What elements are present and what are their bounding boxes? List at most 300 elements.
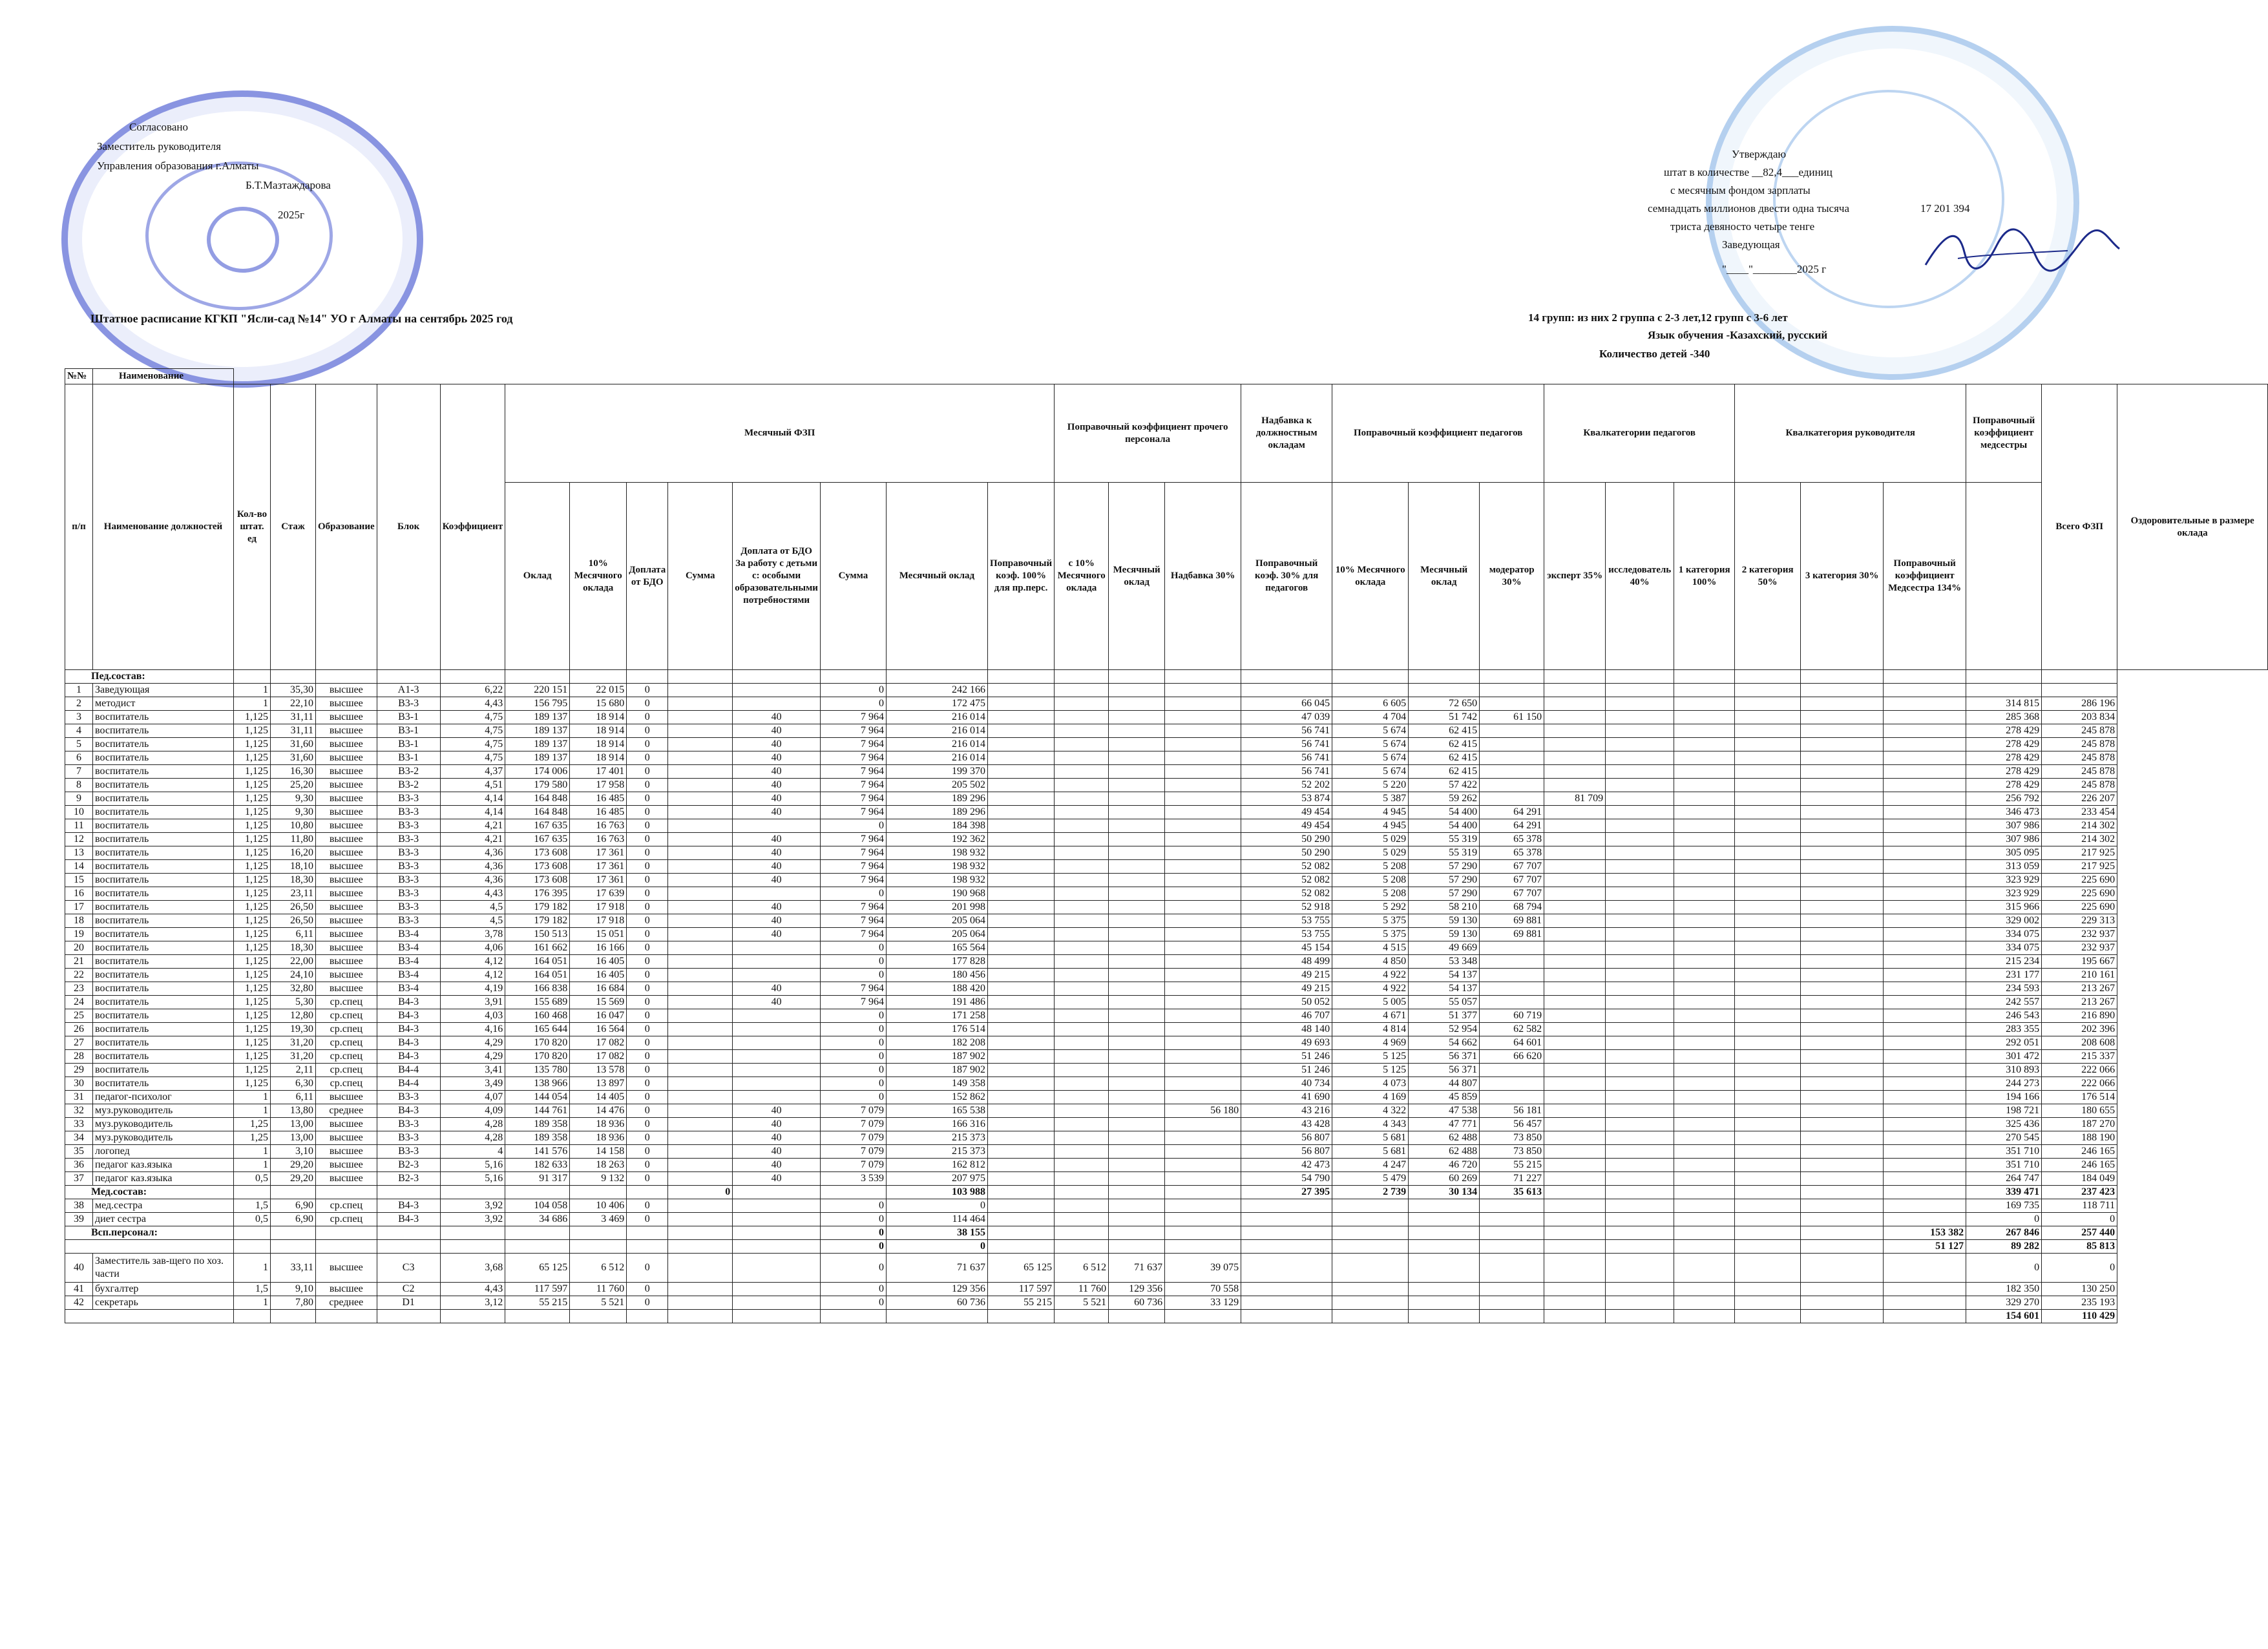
table-cell — [1165, 1213, 1241, 1226]
table-cell: 0 — [820, 1199, 886, 1213]
table-cell — [1165, 846, 1241, 860]
table-cell: 188 190 — [2042, 1131, 2117, 1145]
table-cell — [1801, 874, 1884, 887]
table-cell — [1884, 711, 1966, 724]
table-cell — [987, 1036, 1054, 1050]
table-cell: 314 815 — [1966, 697, 2042, 711]
table-cell: 31,60 — [271, 751, 316, 765]
table-cell: 0 — [627, 1050, 668, 1064]
table-cell — [987, 941, 1054, 955]
table-cell: 53 348 — [1409, 955, 1480, 969]
table-cell — [1055, 860, 1109, 874]
table-cell — [1055, 697, 1109, 711]
table-cell: 40 — [733, 874, 821, 887]
table-cell — [1544, 1172, 1606, 1186]
table-cell: 24,10 — [271, 969, 316, 982]
table-cell — [733, 969, 821, 982]
table-cell — [1606, 670, 1674, 684]
table-cell: 242 166 — [886, 684, 987, 697]
table-cell: 54 400 — [1409, 819, 1480, 833]
table-cell: 23 — [65, 982, 93, 996]
table-cell — [1606, 1077, 1674, 1091]
table-cell: 57 290 — [1409, 887, 1480, 901]
table-cell — [1165, 711, 1241, 724]
table-cell — [1735, 1050, 1801, 1064]
table-cell — [987, 1064, 1054, 1077]
table-cell: 19,30 — [271, 1023, 316, 1036]
table-cell: В3-1 — [377, 724, 440, 738]
table-cell: 7 079 — [820, 1131, 886, 1145]
table-cell — [271, 1310, 316, 1323]
table-cell — [1884, 684, 1966, 697]
table-cell: 170 820 — [505, 1036, 570, 1050]
table-cell — [65, 1240, 234, 1254]
table-cell: 5 292 — [1332, 901, 1409, 914]
table-cell: 7 964 — [820, 928, 886, 941]
table-cell: 152 862 — [886, 1091, 987, 1104]
group-nurse: Поправочный коэффициент медсестры — [1966, 384, 2042, 483]
table-cell: 51 742 — [1409, 711, 1480, 724]
table-cell — [1606, 887, 1674, 901]
table-cell: 1,125 — [234, 914, 271, 928]
table-cell — [1674, 1064, 1735, 1077]
table-cell: 10 — [65, 806, 93, 819]
table-cell — [1165, 1077, 1241, 1091]
table-cell — [987, 846, 1054, 860]
table-cell — [1674, 874, 1735, 887]
table-cell: 8 — [65, 779, 93, 792]
table-cell — [1674, 819, 1735, 833]
table-cell — [1801, 684, 1884, 697]
table-cell: 50 290 — [1241, 833, 1332, 846]
table-cell: 150 513 — [505, 928, 570, 941]
table-cell — [1332, 1296, 1409, 1310]
table-cell: 232 937 — [2042, 928, 2117, 941]
table-cell: 49 454 — [1241, 806, 1332, 819]
table-cell: 31,20 — [271, 1050, 316, 1064]
table-cell: 182 633 — [505, 1159, 570, 1172]
position-cell: воспитатель — [93, 928, 234, 941]
table-cell — [668, 697, 733, 711]
table-cell: 1,125 — [234, 738, 271, 751]
table-cell: 51 246 — [1241, 1064, 1332, 1077]
table-cell — [668, 996, 733, 1009]
table-cell: 7 964 — [820, 901, 886, 914]
table-cell: 55 319 — [1409, 833, 1480, 846]
table-cell: 50 290 — [1241, 846, 1332, 860]
table-cell — [1674, 697, 1735, 711]
table-cell: 23,11 — [271, 887, 316, 901]
table-cell — [1735, 751, 1801, 765]
table-cell: 0 — [627, 941, 668, 955]
table-cell: 65 125 — [987, 1254, 1054, 1283]
table-cell — [1735, 1077, 1801, 1091]
table-cell — [1055, 833, 1109, 846]
table-cell: 17 401 — [570, 765, 627, 779]
position-cell: воспитатель — [93, 792, 234, 806]
table-cell: 29,20 — [271, 1159, 316, 1172]
table-cell: В4-3 — [377, 1050, 440, 1064]
table-cell — [1735, 697, 1801, 711]
table-cell: 10 406 — [570, 1199, 627, 1213]
table-cell — [987, 996, 1054, 1009]
table-cell: 62 488 — [1409, 1145, 1480, 1159]
table-cell — [1884, 1172, 1966, 1186]
table-cell — [1674, 792, 1735, 806]
table-cell: высшее — [316, 969, 377, 982]
section-label: Всп.персонал: — [65, 1226, 234, 1240]
table-cell: 0 — [627, 1296, 668, 1310]
table-cell: 40 — [733, 1172, 821, 1186]
table-cell — [1544, 1226, 1606, 1240]
table-cell: 69 881 — [1480, 914, 1544, 928]
table-cell: 11 760 — [570, 1283, 627, 1296]
table-row — [65, 996, 2268, 1009]
table-cell — [1544, 914, 1606, 928]
table-cell: 166 838 — [505, 982, 570, 996]
table-cell: 4,28 — [440, 1118, 505, 1131]
table-cell — [1801, 1091, 1884, 1104]
table-cell — [1055, 1199, 1109, 1213]
table-cell — [733, 670, 821, 684]
table-cell — [1055, 1213, 1109, 1226]
table-cell — [987, 751, 1054, 765]
table-cell — [570, 1226, 627, 1240]
table-cell — [1674, 982, 1735, 996]
table-cell — [1165, 779, 1241, 792]
table-cell: 56 741 — [1241, 724, 1332, 738]
table-cell — [1165, 874, 1241, 887]
table-cell — [570, 1240, 627, 1254]
table-cell — [1884, 1050, 1966, 1064]
table-cell: 4,36 — [440, 860, 505, 874]
table-cell — [1801, 1226, 1884, 1240]
table-cell: 346 473 — [1966, 806, 2042, 819]
table-cell: 14 158 — [570, 1145, 627, 1159]
table-cell — [1165, 955, 1241, 969]
table-cell — [987, 711, 1054, 724]
table-cell — [1606, 1172, 1674, 1186]
table-cell: 5 375 — [1332, 914, 1409, 928]
table-cell — [1165, 1145, 1241, 1159]
table-cell: 235 193 — [2042, 1296, 2117, 1310]
table-cell: 43 216 — [1241, 1104, 1332, 1118]
table-cell: 0 — [627, 1077, 668, 1091]
table-cell: 0 — [627, 996, 668, 1009]
table-cell: 267 846 — [1966, 1226, 2042, 1240]
table-cell: 35 — [65, 1145, 93, 1159]
table-cell: высшее — [316, 792, 377, 806]
table-cell — [1884, 1009, 1966, 1023]
table-cell — [1674, 711, 1735, 724]
table-row — [65, 1009, 2268, 1023]
table-cell: 110 429 — [2042, 1310, 2117, 1323]
fund-words-1: семнадцать миллионов двести одна тысяча — [1648, 202, 1850, 215]
table-cell — [1606, 1131, 1674, 1145]
table-cell: 85 813 — [2042, 1240, 2117, 1254]
table-cell — [1735, 806, 1801, 819]
table-cell: 4,43 — [440, 887, 505, 901]
table-cell: 0 — [627, 1283, 668, 1296]
table-cell: 180 655 — [2042, 1104, 2117, 1118]
table-cell: 1,125 — [234, 874, 271, 887]
table-cell — [1409, 1283, 1480, 1296]
table-cell: 179 580 — [505, 779, 570, 792]
table-cell — [1674, 914, 1735, 928]
table-cell: 264 747 — [1966, 1172, 2042, 1186]
table-cell: 5 674 — [1332, 751, 1409, 765]
table-cell — [2042, 684, 2117, 697]
table-cell — [377, 1226, 440, 1240]
position-cell: воспитатель — [93, 887, 234, 901]
table-cell — [1480, 1310, 1544, 1323]
table-row — [65, 697, 2268, 711]
table-cell — [1544, 684, 1606, 697]
table-cell — [1801, 955, 1884, 969]
table-cell: В3-3 — [377, 792, 440, 806]
table-cell: 7 964 — [820, 982, 886, 996]
table-cell — [1055, 1064, 1109, 1077]
table-cell: 13,80 — [271, 1104, 316, 1118]
table-cell — [668, 1104, 733, 1118]
table-cell: 16 — [65, 887, 93, 901]
table-cell — [570, 670, 627, 684]
table-cell — [1109, 1213, 1165, 1226]
col-researcher: исследователь 40% — [1606, 483, 1674, 670]
table-cell: В3-4 — [377, 955, 440, 969]
table-cell: В4-3 — [377, 1023, 440, 1036]
table-cell — [1966, 670, 2042, 684]
table-cell: 27 — [65, 1036, 93, 1050]
table-cell — [1606, 792, 1674, 806]
table-cell — [1165, 1240, 1241, 1254]
table-cell: 164 051 — [505, 969, 570, 982]
table-cell — [1674, 860, 1735, 874]
table-row — [65, 1159, 2268, 1172]
table-cell — [1606, 1036, 1674, 1050]
table-cell — [1109, 779, 1165, 792]
table-cell: В3-2 — [377, 765, 440, 779]
table-cell: 49 693 — [1241, 1036, 1332, 1050]
table-cell — [1606, 1064, 1674, 1077]
col-education: Образование — [316, 384, 377, 670]
table-cell — [1109, 996, 1165, 1009]
table-cell: 9,30 — [271, 806, 316, 819]
table-cell — [1674, 1036, 1735, 1050]
position-cell: воспитатель — [93, 955, 234, 969]
table-cell: 245 878 — [2042, 765, 2117, 779]
table-cell: 3,68 — [440, 1254, 505, 1283]
table-cell: 7 964 — [820, 724, 886, 738]
table-cell — [886, 670, 987, 684]
table-cell: 0 — [627, 874, 668, 887]
table-cell — [1606, 914, 1674, 928]
table-cell — [733, 1050, 821, 1064]
table-cell: 15 051 — [570, 928, 627, 941]
table-cell: 21 — [65, 955, 93, 969]
table-cell: 7 079 — [820, 1118, 886, 1131]
table-cell: высшее — [316, 914, 377, 928]
table-cell: 4,75 — [440, 738, 505, 751]
table-cell: 4,75 — [440, 711, 505, 724]
table-cell: высшее — [316, 887, 377, 901]
table-cell: 0 — [627, 901, 668, 914]
table-cell — [1109, 1118, 1165, 1131]
table-cell: 13,00 — [271, 1131, 316, 1145]
table-cell: 34 — [65, 1131, 93, 1145]
table-cell — [1544, 1199, 1606, 1213]
table-cell — [1109, 1199, 1165, 1213]
children-info: Количество детей -340 — [1599, 348, 1710, 360]
table-cell: 0 — [820, 697, 886, 711]
table-cell: 1,125 — [234, 969, 271, 982]
table-cell: 16 684 — [570, 982, 627, 996]
table-cell: 22,10 — [271, 697, 316, 711]
position-cell: муз.руководитель — [93, 1104, 234, 1118]
table-cell — [1606, 697, 1674, 711]
table-cell: В3-1 — [377, 711, 440, 724]
table-cell: 18 263 — [570, 1159, 627, 1172]
table-cell — [1544, 1009, 1606, 1023]
table-cell: 1,125 — [234, 1064, 271, 1077]
table-cell — [1801, 779, 1884, 792]
table-cell — [1480, 765, 1544, 779]
table-cell — [1606, 1310, 1674, 1323]
table-cell — [1884, 941, 1966, 955]
group-other-coef: Поправочный коэффициент прочего персонала — [1055, 384, 1241, 483]
table-cell: 4,03 — [440, 1009, 505, 1023]
col-cat1: 1 категория 100% — [1674, 483, 1735, 670]
table-cell: 7 964 — [820, 806, 886, 819]
table-cell: 229 313 — [2042, 914, 2117, 928]
table-cell — [1735, 684, 1801, 697]
table-cell: 67 707 — [1480, 860, 1544, 874]
table-cell: 173 608 — [505, 846, 570, 860]
table-cell: 1,125 — [234, 724, 271, 738]
table-cell: 14 405 — [570, 1091, 627, 1104]
table-cell: 4 850 — [1332, 955, 1409, 969]
table-cell: 29 — [65, 1064, 93, 1077]
table-cell: высшее — [316, 1131, 377, 1145]
table-cell — [505, 670, 570, 684]
table-cell — [886, 1310, 987, 1323]
table-row — [65, 724, 2268, 738]
table-cell — [987, 969, 1054, 982]
table-cell — [1735, 711, 1801, 724]
table-cell — [1109, 1091, 1165, 1104]
table-cell — [1480, 1254, 1544, 1283]
table-cell — [1801, 1172, 1884, 1186]
table-cell: 22 015 — [570, 684, 627, 697]
table-cell: 9,30 — [271, 792, 316, 806]
table-cell — [1241, 1240, 1332, 1254]
table-cell — [271, 1240, 316, 1254]
table-cell: 16,20 — [271, 846, 316, 860]
table-cell — [1674, 1186, 1735, 1199]
position-cell: воспитатель — [93, 1036, 234, 1050]
table-cell: 149 358 — [886, 1077, 987, 1091]
table-cell: 205 502 — [886, 779, 987, 792]
col-other10: с 10% Месячного оклада — [1055, 483, 1109, 670]
table-cell: 0 — [820, 1023, 886, 1036]
table-cell — [668, 982, 733, 996]
table-cell: 351 710 — [1966, 1145, 2042, 1159]
table-cell: 55 215 — [987, 1296, 1054, 1310]
table-cell: 59 262 — [1409, 792, 1480, 806]
table-cell: 4 922 — [1332, 969, 1409, 982]
table-row — [65, 846, 2268, 860]
table-cell: 217 925 — [2042, 846, 2117, 860]
table-cell: 205 064 — [886, 914, 987, 928]
table-cell: 18,30 — [271, 941, 316, 955]
table-cell — [1109, 928, 1165, 941]
table-cell: 184 049 — [2042, 1172, 2117, 1186]
table-cell: 270 545 — [1966, 1131, 2042, 1145]
table-cell: 215 373 — [886, 1131, 987, 1145]
table-cell: 129 356 — [886, 1283, 987, 1296]
table-cell — [1884, 792, 1966, 806]
table-cell — [1606, 874, 1674, 887]
table-cell — [1544, 670, 1606, 684]
table-cell: 7 964 — [820, 792, 886, 806]
table-cell — [1735, 792, 1801, 806]
table-cell — [1606, 846, 1674, 860]
table-cell: высшее — [316, 928, 377, 941]
table-cell: 0 — [627, 1131, 668, 1145]
table-cell — [316, 1310, 377, 1323]
table-cell — [1606, 1254, 1674, 1283]
table-cell: 10,80 — [271, 819, 316, 833]
col-experience: Стаж — [271, 384, 316, 670]
table-row — [65, 738, 2268, 751]
table-cell — [440, 1186, 505, 1199]
table-cell — [987, 697, 1054, 711]
table-cell: 5 125 — [1332, 1050, 1409, 1064]
table-cell: 14 476 — [570, 1104, 627, 1118]
table-cell: 4,16 — [440, 1023, 505, 1036]
table-cell — [1735, 901, 1801, 914]
table-cell — [1109, 1310, 1165, 1323]
table-cell — [1544, 1145, 1606, 1159]
table-cell: 5,16 — [440, 1159, 505, 1172]
table-cell: высшее — [316, 751, 377, 765]
table-cell — [234, 1310, 271, 1323]
table-cell — [1735, 1172, 1801, 1186]
table-cell — [820, 1186, 886, 1199]
table-cell — [1409, 1213, 1480, 1226]
table-cell — [987, 1077, 1054, 1091]
position-cell: воспитатель — [93, 806, 234, 819]
table-cell: 17 639 — [570, 887, 627, 901]
table-cell — [627, 1186, 668, 1199]
table-cell: 307 986 — [1966, 833, 2042, 846]
table-cell: 278 429 — [1966, 751, 2042, 765]
position-cell: воспитатель — [93, 914, 234, 928]
table-cell — [1735, 1131, 1801, 1145]
table-cell: ср.спец — [316, 1050, 377, 1064]
table-cell: 165 538 — [886, 1104, 987, 1118]
table-cell — [1801, 1254, 1884, 1283]
table-cell — [1735, 928, 1801, 941]
table-cell: 0 — [820, 819, 886, 833]
table-cell — [1544, 1050, 1606, 1064]
table-cell: 351 710 — [1966, 1159, 2042, 1172]
table-cell — [1332, 1226, 1409, 1240]
table-cell: 71 637 — [1109, 1254, 1165, 1283]
table-cell: 59 130 — [1409, 914, 1480, 928]
table-cell: 6,22 — [440, 684, 505, 697]
table-cell: 66 620 — [1480, 1050, 1544, 1064]
